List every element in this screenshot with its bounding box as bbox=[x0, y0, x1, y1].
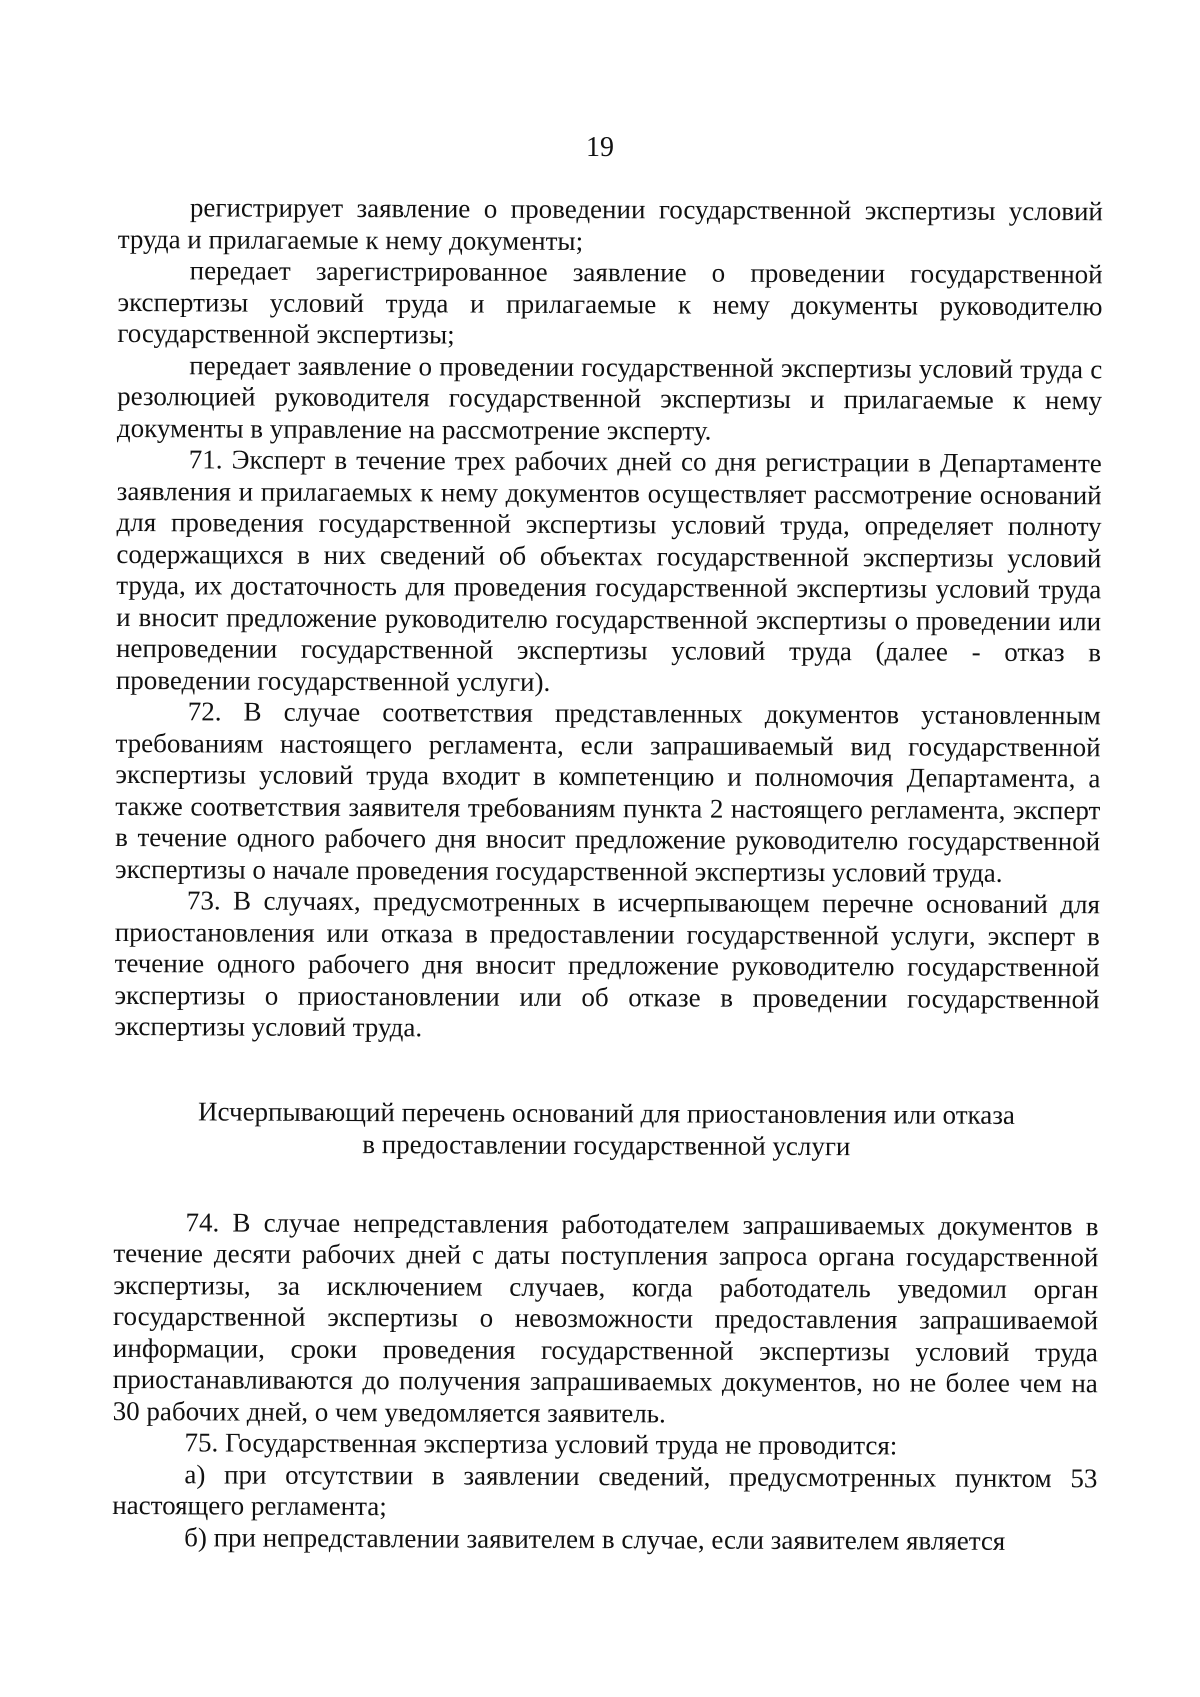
paragraph-71: 71. Эксперт в течение трех рабочих дней со дня регистрации в Департаменте заявления и прилагаемых к нему документов осуществляет рассмотрение оснований для проведения государственной экспертизы условий труда, определяет полноту содержащихся в них сведений об объектах государственной экспертизы условий труда, их достаточность для проведения государственной экспертизы условий труда и вносит предложение руководителю государственной экспертизы о проведении или непроведении государственной экспертизы условий труда (далее - отказ в проведении государственной услуги). bbox=[115, 444, 1102, 697]
section-heading bbox=[114, 1094, 1099, 1162]
document-body bbox=[112, 192, 1103, 1557]
page-number: 19 bbox=[586, 132, 614, 163]
section-heading-line-1: Исчерпывающий перечень оснований для приостановления или отказа bbox=[198, 1095, 1015, 1130]
paragraph-75: 75. Государственная экспертиза условий труда не проводится: bbox=[184, 1427, 898, 1461]
paragraph-register-application: регистрирует заявление о проведении государственной экспертизы условий труда и прилагаемые к нему документы; bbox=[117, 192, 1103, 256]
paragraph-75-a: а) при отсутствии в заявлении сведений, предусмотренных пунктом 53 настоящего регламента; bbox=[112, 1458, 1098, 1522]
paragraph-transfer-to-expert: передает заявление о проведении государственной экспертизы условий труда с резолюцией руководителя государственной экспертизы и прилагаемые к нему документы в управление на рассмотрение эксперту. bbox=[116, 349, 1103, 446]
paragraph-73: 73. В случаях, предусмотренных в исчерпывающем перечне оснований для приостановления или отказа в предоставлении государственной услуги, эксперт в течение одного рабочего дня вносит предложение руководителю государственной экспертизы о приостановлении или об отказе в проведении государственной экспертизы условий труда. bbox=[114, 885, 1100, 1043]
paragraph-74: 74. В случае непредставления работодателем запрашиваемых документов в течение десяти рабочих дней с даты поступления запроса органа государственной экспертизы, за исключением случаев, когда работодатель уведомил орган государственной экспертизы о невозможности предоставления запрашиваемой информации, сроки проведения государственной экспертизы условий труда приостанавливаются до получения запрашиваемых документов, но не более чем на 30 рабочих дней, о чем уведомляется заявитель. bbox=[112, 1206, 1099, 1428]
paragraph-72: 72. В случае соответствия представленных документов установленным требованиям настоящего регламента, если запрашиваемый вид государственной экспертизы условий труда входит в компетенцию и полномочия Департамента, а также соответствия заявителя требованиям пункта 2 настоящего регламента, эксперт в течение одного рабочего дня вносит предложение руководителю государственной экспертизы о начале проведения государственной экспертизы условий труда. bbox=[114, 696, 1101, 888]
section-heading-line-2: в предоставлении государственной услуги bbox=[362, 1128, 851, 1161]
paragraph-transfer-to-head: передает зарегистрированное заявление о проведении государственной экспертизы условий труда и прилагаемые к нему документы руководителю государственной экспертизы; bbox=[117, 255, 1103, 350]
paragraph-75-b: б) при непредставлении заявителем в случае, если заявителем является bbox=[184, 1521, 1006, 1556]
